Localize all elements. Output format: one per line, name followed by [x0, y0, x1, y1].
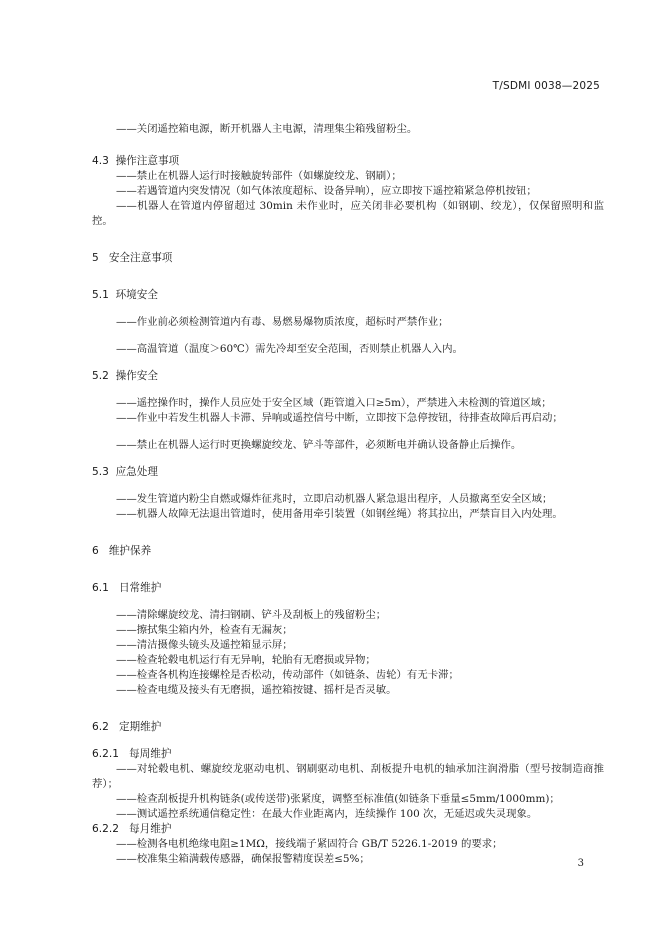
paragraph: ——对轮毂电机、螺旋绞龙驱动电机、钢刷驱动电机、刮板提升电机的轴承加注润滑脂（型号按制造商推荐）； — [92, 763, 604, 790]
paragraph: ——关闭遥控箱电源，断开机器人主电源，清理集尘箱残留粉尘。 — [116, 123, 418, 135]
paragraph: ——机器人在管道内停留超过 30min 未作业时，应关闭非必要机构（如钢刷、绞龙），仅保留照明和监控。 — [92, 200, 604, 227]
section-heading-5-3: 5.3 应急处理 — [92, 466, 158, 478]
paragraph: ——遥控操作时，操作人员应处于安全区域（距管道入口≥5m），严禁进入未检测的管道区域； — [116, 397, 552, 409]
paragraph: ——禁止在机器人运行时更换螺旋绞龙、铲斗等部件，必须断电并确认设备静止后操作。 — [116, 439, 522, 451]
section-heading-4-3: 4.3 操作注意事项 — [92, 155, 180, 167]
paragraph: ——检查各机构连接螺栓是否松动，传动部件（如链条、齿轮）有无卡滞； — [116, 669, 459, 681]
section-heading-5: 5 安全注意事项 — [92, 252, 173, 264]
paragraph: ——擦拭集尘箱内外，检查有无漏灰； — [116, 624, 293, 636]
section-heading-6-1: 6.1 日常维护 — [92, 582, 162, 594]
section-heading-6-2-1: 6.2.1 每周维护 — [92, 748, 172, 760]
paragraph: ——作业前必须检测管道内有毒、易燃易爆物质浓度，超标时严禁作业； — [116, 316, 449, 328]
page-number: 3 — [577, 858, 584, 869]
paragraph: ——检测各电机绝缘电阻≥1MΩ，接线端子紧固符合 GB/T 5226.1-2019 的要求； — [116, 838, 503, 850]
paragraph: ——清洁摄像头镜头及遥控箱显示屏； — [116, 639, 293, 651]
paragraph: ——禁止在机器人运行时接触旋转部件（如螺旋绞龙、钢刷）； — [116, 170, 402, 182]
paragraph: ——检查电缆及接头有无磨损，遥控箱按键、摇杆是否灵敏。 — [116, 684, 397, 696]
section-heading-6-2-2: 6.2.2 每月维护 — [92, 823, 172, 835]
paragraph: ——清除螺旋绞龙、清扫钢刷、铲斗及刮板上的残留粉尘； — [116, 609, 387, 621]
section-heading-5-1: 5.1 环境安全 — [92, 289, 158, 301]
paragraph: ——若遇管道内突发情况（如气体浓度超标、设备异响），应立即按下遥控箱紧急停机按钮； — [116, 185, 537, 197]
paragraph: ——高温管道（温度＞60℃）需先冷却至安全范围，否则禁止机器人入内。 — [116, 343, 463, 355]
section-heading-6: 6 维护保养 — [92, 545, 152, 557]
paragraph: ——测试遥控系统通信稳定性：在最大作业距离内，连续操作 100 次，无延迟或失灵现象。 — [116, 808, 538, 820]
paragraph: ——检查轮毂电机运行有无异响，轮胎有无磨损或异物； — [116, 654, 376, 666]
paragraph: ——校准集尘箱满载传感器，确保报警精度误差≤5%； — [116, 853, 370, 865]
page-body — [92, 122, 604, 867]
section-heading-5-2: 5.2 操作安全 — [92, 370, 158, 382]
section-heading-6-2: 6.2 定期维护 — [92, 721, 162, 733]
paragraph: ——发生管道内粉尘自燃或爆炸征兆时，立即启动机器人紧急退出程序，人员撤离至安全区域； — [116, 493, 553, 505]
document-number: T/SDMI 0038—2025 — [492, 80, 600, 92]
paragraph: ——作业中若发生机器人卡滞、异响或遥控信号中断，立即按下急停按钮，待排查故障后再启动； — [116, 412, 563, 424]
paragraph: ——检查刮板提升机构链条(或传送带)张紧度，调整至标准值(如链条下垂量≤5mm/1000mm)； — [116, 793, 560, 805]
paragraph: ——机器人故障无法退出管道时，使用备用牵引装置（如钢丝绳）将其拉出，严禁盲目入内处理。 — [116, 508, 563, 520]
